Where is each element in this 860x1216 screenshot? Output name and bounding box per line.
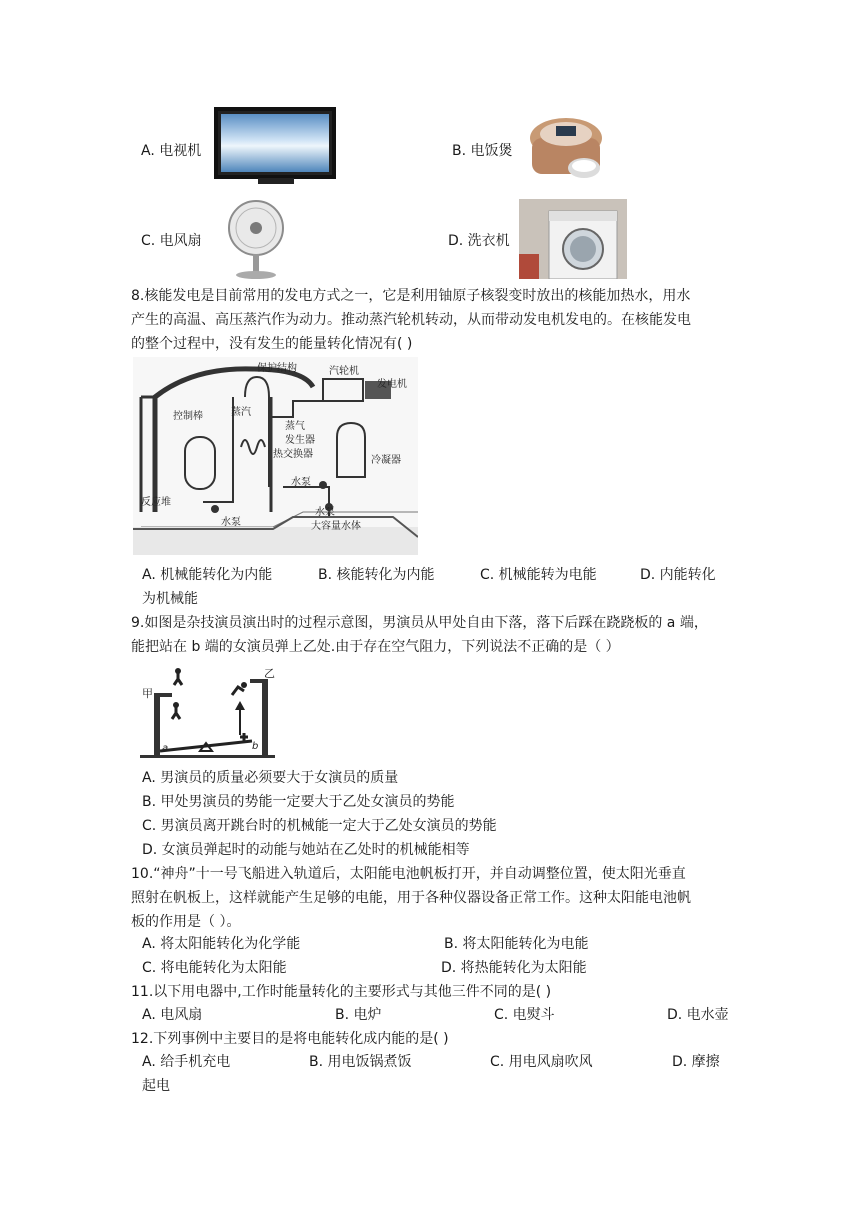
label-b: b: [252, 741, 259, 752]
label-condenser: 冷凝器: [371, 455, 401, 466]
tv-stand: [258, 178, 294, 184]
q7-option-c: C. 电风扇: [141, 233, 202, 249]
q9-option-d: D. 女演员弹起时的动能与她站在乙处时的机械能相等: [142, 842, 470, 858]
q10-option-c: C. 将电能转化为太阳能: [142, 960, 287, 976]
q12-stem: 12.下列事例中主要目的是将电能转化成内能的是( ): [131, 1031, 449, 1047]
q7-option-b: B. 电饭煲: [452, 143, 513, 159]
q11-option-b: B. 电炉: [335, 1007, 382, 1023]
q12-option-a: A. 给手机充电: [142, 1054, 231, 1070]
q12-option-b: B. 用电饭锅煮饭: [309, 1054, 412, 1070]
q11-option-d: D. 电水壶: [667, 1007, 729, 1023]
label-pump-2: 水泵: [221, 517, 241, 528]
q9-option-a: A. 男演员的质量必须要大于女演员的质量: [142, 770, 399, 786]
q12-option-c: C. 用电风扇吹风: [490, 1054, 593, 1070]
q12-option-d: D. 摩擦: [672, 1054, 720, 1070]
acrobat-diagram: [140, 665, 275, 760]
label-jia: 甲: [142, 687, 153, 700]
label-turbine: 汽轮机: [329, 366, 359, 377]
rice-cooker-image: [526, 108, 606, 188]
electric-fan-image: [208, 198, 304, 280]
q8-option-d-wrap: 为机械能: [142, 591, 198, 607]
label-steam-2: 蒸气: [285, 421, 305, 432]
label-generator: 发电机: [377, 379, 407, 390]
nuclear-plant-diagram: [133, 357, 418, 555]
q8-stem-line-1: 8.核能发电是目前常用的发电方式之一，它是利用铀原子核裂变时放出的核能加热水，用水: [131, 288, 691, 304]
q8-stem-line-2: 产生的高温、高压蒸汽作为动力。推动蒸汽轮机转动，从而带动发电机发电的。在核能发电: [131, 312, 691, 328]
label-control-rod: 控制棒: [173, 411, 203, 422]
q10-option-a: A. 将太阳能转化为化学能: [142, 936, 301, 952]
label-reactor: 反应堆: [141, 497, 171, 508]
label-pump-3: 水泵: [315, 507, 335, 518]
q11-option-c: C. 电熨斗: [494, 1007, 555, 1023]
washing-machine-image: [519, 199, 627, 279]
label-heat-exchanger: 热交换器: [273, 449, 313, 460]
q10-stem-line-1: 10.“神舟”十一号飞船进入轨道后，太阳能电池帆板打开，并自动调整位置，使太阳光垂直: [131, 866, 686, 882]
q10-stem-line-3: 板的作用是（ ）。: [131, 914, 241, 930]
label-a: a: [162, 743, 169, 754]
q10-stem-line-2: 照射在帆板上，这样就能产生足够的电能，用于各种仪器设备正常工作。这种太阳能电池帆: [131, 890, 691, 906]
tv-image: [214, 107, 336, 179]
q8-option-d: D. 内能转化: [640, 567, 716, 583]
q10-option-b: B. 将太阳能转化为电能: [444, 936, 589, 952]
label-generator-box: 发生器: [285, 435, 315, 446]
q9-stem-line-1: 9.如图是杂技演员演出时的过程示意图，男演员从甲处自由下落，落下后踩在跷跷板的 a 端，: [131, 615, 708, 631]
q9-stem-line-2: 能把站在 b 端的女演员弹上乙处.由于存在空气阻力，下列说法不正确的是（ ）: [131, 639, 620, 655]
label-steam: 蒸汽: [231, 407, 251, 418]
label-water-body: 大容量水体: [311, 521, 361, 532]
q8-option-a: A. 机械能转化为内能: [142, 567, 273, 583]
label-pump-1: 水泵: [291, 477, 311, 488]
q9-option-b: B. 甲处男演员的势能一定要大于乙处女演员的势能: [142, 794, 455, 810]
q8-stem-line-3: 的整个过程中，没有发生的能量转化情况有( ): [131, 336, 413, 352]
q11-stem: 11.以下用电器中,工作时能量转化的主要形式与其他三件不同的是( ): [131, 984, 552, 1000]
q8-option-c: C. 机械能转为电能: [480, 567, 597, 583]
q7-option-a: A. 电视机: [141, 143, 202, 159]
q12-option-d-wrap: 起电: [142, 1078, 170, 1094]
label-yi: 乙: [264, 667, 275, 680]
q10-option-d: D. 将热能转化为太阳能: [441, 960, 587, 976]
q9-option-c: C. 男演员离开跳台时的机械能一定大于乙处女演员的势能: [142, 818, 497, 834]
label-protect: 保护结构: [257, 363, 297, 374]
q7-option-d: D. 洗衣机: [448, 233, 510, 249]
q8-option-b: B. 核能转化为内能: [318, 567, 435, 583]
q11-option-a: A. 电风扇: [142, 1007, 203, 1023]
